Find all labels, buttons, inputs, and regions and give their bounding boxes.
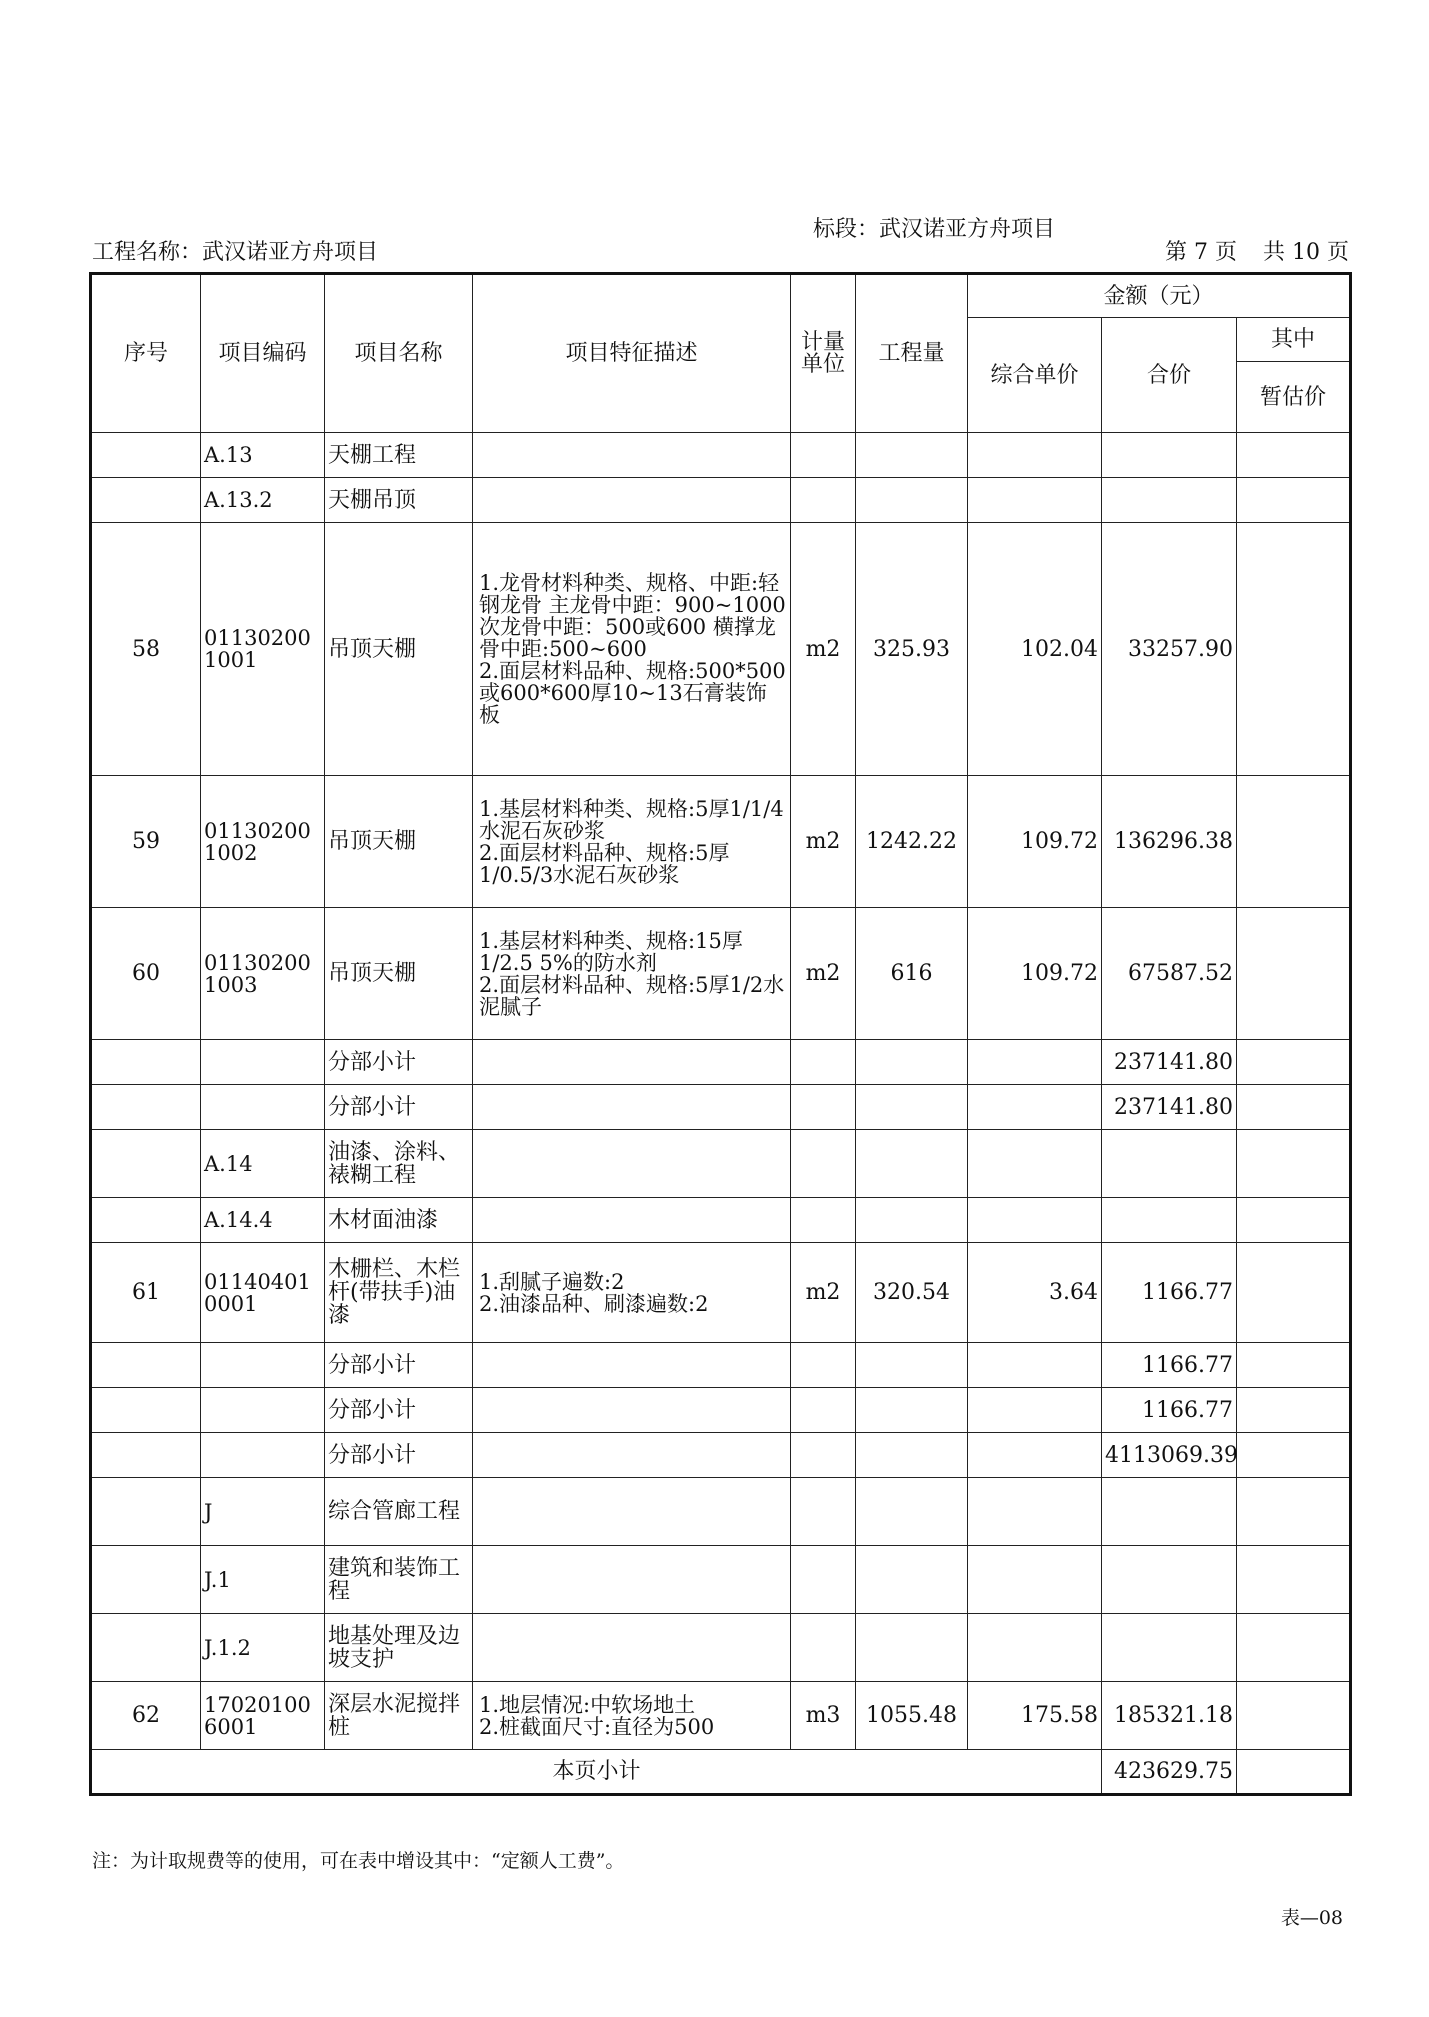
row-total	[1102, 1130, 1237, 1198]
row-provisional	[1237, 1040, 1351, 1085]
table-row	[91, 1130, 1351, 1198]
row-code: J	[201, 1478, 325, 1546]
row-desc: 1.刮腻子遍数:2 2.油漆品种、刷漆遍数:2	[473, 1243, 791, 1343]
row-seq	[91, 1614, 201, 1682]
row-name: 天棚吊顶	[325, 478, 473, 523]
table-row	[91, 1433, 1351, 1478]
table-row	[91, 1040, 1351, 1085]
row-qty	[856, 433, 968, 478]
row-code: A.13.2	[201, 478, 325, 523]
row-desc: 1.龙骨材料种类、规格、中距:轻钢龙骨 主龙骨中距：900~1000 次龙骨中距：500或600 横撑龙骨中距:500~600 2.面层材料品种、规格:500*500或600*600厚10~13石膏装饰板	[473, 523, 791, 776]
row-unit	[791, 478, 856, 523]
row-desc: 1.基层材料种类、规格:5厚1/1/4水泥石灰砂浆 2.面层材料品种、规格:5厚1/0.5/3水泥石灰砂浆	[473, 776, 791, 908]
row-desc	[473, 1343, 791, 1388]
row-seq	[91, 1433, 201, 1478]
row-unit-price	[968, 1130, 1102, 1198]
row-code: 011302001002	[201, 776, 325, 908]
row-total: 67587.52	[1102, 908, 1237, 1040]
row-provisional	[1237, 1682, 1351, 1750]
row-unit: m2	[791, 523, 856, 776]
footnote: 注：为计取规费等的使用，可在表中增设其中：“定额人工费”。	[92, 1850, 625, 1872]
row-unit-price	[968, 1343, 1102, 1388]
row-total	[1102, 1478, 1237, 1546]
row-qty: 616	[856, 908, 968, 1040]
row-unit	[791, 1085, 856, 1130]
table-row	[91, 1388, 1351, 1433]
page-subtotal-provisional	[1237, 1750, 1351, 1795]
row-provisional	[1237, 1478, 1351, 1546]
row-provisional	[1237, 1198, 1351, 1243]
col-seq-header: 序号	[91, 274, 201, 433]
table-row	[91, 776, 1351, 908]
row-name: 建筑和装饰工程	[325, 1546, 473, 1614]
row-name: 木栅栏、木栏杆(带扶手)油漆	[325, 1243, 473, 1343]
row-unit-price	[968, 1085, 1102, 1130]
row-code: 170201006001	[201, 1682, 325, 1750]
row-unit-price	[968, 1433, 1102, 1478]
row-total: 136296.38	[1102, 776, 1237, 908]
table-row	[91, 1198, 1351, 1243]
row-qty: 1055.48	[856, 1682, 968, 1750]
row-total: 185321.18	[1102, 1682, 1237, 1750]
row-unit-price: 109.72	[968, 908, 1102, 1040]
row-unit	[791, 1040, 856, 1085]
bill-of-quantities-table	[89, 272, 1352, 1796]
row-unit-price	[968, 1546, 1102, 1614]
row-code: J.1	[201, 1546, 325, 1614]
row-name: 吊顶天棚	[325, 523, 473, 776]
page-subtotal-row	[91, 1750, 1351, 1795]
row-unit-price	[968, 1478, 1102, 1546]
row-qty: 320.54	[856, 1243, 968, 1343]
row-total	[1102, 478, 1237, 523]
row-code: 011302001003	[201, 908, 325, 1040]
col-total-header: 合价	[1102, 318, 1237, 433]
row-provisional	[1237, 1085, 1351, 1130]
row-name: 分部小计	[325, 1040, 473, 1085]
row-total: 33257.90	[1102, 523, 1237, 776]
row-name: 分部小计	[325, 1388, 473, 1433]
col-code-header: 项目编码	[201, 274, 325, 433]
row-total	[1102, 433, 1237, 478]
col-unit-price-header: 综合单价	[968, 318, 1102, 433]
col-unit-header: 计量单位	[791, 274, 856, 433]
row-seq	[91, 1130, 201, 1198]
row-qty	[856, 1040, 968, 1085]
row-seq: 58	[91, 523, 201, 776]
page-current: 第 7 页	[1165, 240, 1238, 265]
row-name: 天棚工程	[325, 433, 473, 478]
row-name: 吊顶天棚	[325, 776, 473, 908]
row-qty	[856, 1388, 968, 1433]
row-seq	[91, 478, 201, 523]
row-qty	[856, 1130, 968, 1198]
table-row	[91, 1243, 1351, 1343]
row-qty	[856, 1614, 968, 1682]
row-qty	[856, 1478, 968, 1546]
row-seq: 60	[91, 908, 201, 1040]
row-unit: m3	[791, 1682, 856, 1750]
row-total	[1102, 1198, 1237, 1243]
row-code	[201, 1343, 325, 1388]
row-unit: m2	[791, 1243, 856, 1343]
row-provisional	[1237, 908, 1351, 1040]
row-qty: 1242.22	[856, 776, 968, 908]
row-desc: 1.基层材料种类、规格:15厚1/2.5 5%的防水剂 2.面层材料品种、规格:5厚1/2水泥腻子	[473, 908, 791, 1040]
row-unit	[791, 1343, 856, 1388]
row-unit-price	[968, 433, 1102, 478]
col-provisional-header: 暂估价	[1237, 362, 1351, 433]
row-qty	[856, 1343, 968, 1388]
table-row	[91, 1546, 1351, 1614]
row-unit	[791, 1433, 856, 1478]
row-qty	[856, 1546, 968, 1614]
row-seq	[91, 1040, 201, 1085]
col-amount-header: 金额（元）	[968, 274, 1351, 318]
row-code	[201, 1388, 325, 1433]
row-total: 1166.77	[1102, 1243, 1237, 1343]
row-qty	[856, 1198, 968, 1243]
row-provisional	[1237, 478, 1351, 523]
row-total: 237141.80	[1102, 1040, 1237, 1085]
row-desc	[473, 1130, 791, 1198]
row-provisional	[1237, 1388, 1351, 1433]
table-row	[91, 1614, 1351, 1682]
row-seq	[91, 433, 201, 478]
row-desc	[473, 1085, 791, 1130]
row-name: 综合管廊工程	[325, 1478, 473, 1546]
row-seq: 59	[91, 776, 201, 908]
table-row	[91, 523, 1351, 776]
row-seq	[91, 1343, 201, 1388]
row-unit: m2	[791, 776, 856, 908]
table-row	[91, 433, 1351, 478]
row-total: 1166.77	[1102, 1343, 1237, 1388]
row-code: A.14	[201, 1130, 325, 1198]
row-unit	[791, 1614, 856, 1682]
row-name: 分部小计	[325, 1343, 473, 1388]
row-unit: m2	[791, 908, 856, 1040]
row-name: 地基处理及边坡支护	[325, 1614, 473, 1682]
row-name: 分部小计	[325, 1433, 473, 1478]
row-total	[1102, 1614, 1237, 1682]
col-desc-header: 项目特征描述	[473, 274, 791, 433]
row-desc	[473, 1546, 791, 1614]
row-desc	[473, 1388, 791, 1433]
table-row	[91, 908, 1351, 1040]
row-desc	[473, 1614, 791, 1682]
row-desc	[473, 478, 791, 523]
row-provisional	[1237, 433, 1351, 478]
row-seq	[91, 1388, 201, 1433]
table-row	[91, 478, 1351, 523]
row-provisional	[1237, 1343, 1351, 1388]
row-code	[201, 1040, 325, 1085]
row-unit-price: 175.58	[968, 1682, 1102, 1750]
row-provisional	[1237, 523, 1351, 776]
col-of-which-header: 其中	[1237, 318, 1351, 362]
row-name: 木材面油漆	[325, 1198, 473, 1243]
row-seq: 61	[91, 1243, 201, 1343]
col-qty-header: 工程量	[856, 274, 968, 433]
page-info	[1159, 241, 1349, 265]
row-unit	[791, 1130, 856, 1198]
row-name: 分部小计	[325, 1085, 473, 1130]
row-seq: 62	[91, 1682, 201, 1750]
row-total: 4113069.39	[1102, 1433, 1237, 1478]
row-unit-price	[968, 1198, 1102, 1243]
row-unit	[791, 1388, 856, 1433]
row-total	[1102, 1546, 1237, 1614]
row-code: A.14.4	[201, 1198, 325, 1243]
row-desc	[473, 433, 791, 478]
table-row	[91, 1682, 1351, 1750]
row-unit	[791, 1198, 856, 1243]
row-qty	[856, 478, 968, 523]
row-code	[201, 1085, 325, 1130]
row-unit-price	[968, 1614, 1102, 1682]
row-seq	[91, 1546, 201, 1614]
row-desc: 1.地层情况:中软场地土 2.桩截面尺寸:直径为500	[473, 1682, 791, 1750]
col-name-header: 项目名称	[325, 274, 473, 433]
row-name: 深层水泥搅拌桩	[325, 1682, 473, 1750]
table-row	[91, 1478, 1351, 1546]
row-unit-price	[968, 478, 1102, 523]
table-row	[91, 1343, 1351, 1388]
row-provisional	[1237, 1546, 1351, 1614]
row-total: 1166.77	[1102, 1388, 1237, 1433]
row-seq	[91, 1478, 201, 1546]
row-qty	[856, 1433, 968, 1478]
row-provisional	[1237, 1243, 1351, 1343]
page-subtotal-total: 423629.75	[1102, 1750, 1237, 1795]
row-code	[201, 1433, 325, 1478]
row-code: A.13	[201, 433, 325, 478]
row-qty: 325.93	[856, 523, 968, 776]
row-provisional	[1237, 1433, 1351, 1478]
row-desc	[473, 1198, 791, 1243]
row-name: 吊顶天棚	[325, 908, 473, 1040]
row-unit	[791, 433, 856, 478]
row-unit-price	[968, 1388, 1102, 1433]
row-provisional	[1237, 1130, 1351, 1198]
row-provisional	[1237, 776, 1351, 908]
row-unit-price: 109.72	[968, 776, 1102, 908]
row-unit	[791, 1546, 856, 1614]
row-total: 237141.80	[1102, 1085, 1237, 1130]
row-code: 011404010001	[201, 1243, 325, 1343]
row-seq	[91, 1198, 201, 1243]
row-desc	[473, 1478, 791, 1546]
row-code: 011302001001	[201, 523, 325, 776]
row-seq	[91, 1085, 201, 1130]
row-name: 油漆、涂料、裱糊工程	[325, 1130, 473, 1198]
row-unit-price: 3.64	[968, 1243, 1102, 1343]
row-provisional	[1237, 1614, 1351, 1682]
row-desc	[473, 1433, 791, 1478]
page-total: 共 10 页	[1263, 240, 1349, 265]
page-subtotal-label: 本页小计	[91, 1750, 1102, 1795]
row-unit-price: 102.04	[968, 523, 1102, 776]
row-desc	[473, 1040, 791, 1085]
row-unit-price	[968, 1040, 1102, 1085]
form-number: 表—08	[1280, 1907, 1343, 1929]
row-qty	[856, 1085, 968, 1130]
section-name: 标段：武汉诺亚方舟项目	[813, 217, 1056, 242]
table-row	[91, 1085, 1351, 1130]
row-code: J.1.2	[201, 1614, 325, 1682]
row-unit	[791, 1478, 856, 1546]
project-name: 工程名称：武汉诺亚方舟项目	[92, 240, 379, 265]
